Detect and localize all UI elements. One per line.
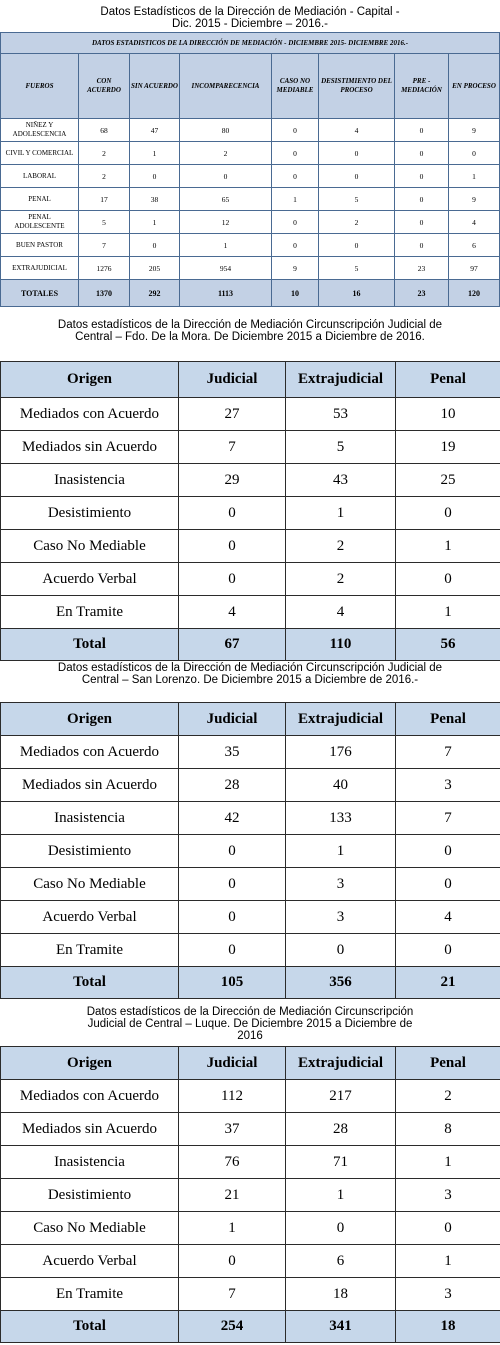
row-label-cell: PENAL <box>1 188 79 211</box>
row-label-cell: Inasistencia <box>1 464 179 497</box>
row-label-cell: Mediados con Acuerdo <box>1 736 179 769</box>
header-row <box>1 1047 500 1080</box>
total-cell: 341 <box>286 1311 396 1343</box>
value-cell: 5 <box>319 188 395 211</box>
value-cell: 1 <box>396 1245 500 1278</box>
value-cell: 5 <box>319 257 395 280</box>
value-cell: 0 <box>130 234 180 257</box>
value-cell: 40 <box>286 769 396 802</box>
value-cell: 35 <box>179 736 286 769</box>
value-cell: 0 <box>272 211 319 234</box>
total-cell: 18 <box>396 1311 500 1343</box>
table-row <box>1 1080 500 1113</box>
column-header: Origen <box>1 703 179 736</box>
value-cell: 5 <box>286 431 396 464</box>
header-row <box>1 54 500 119</box>
total-cell: 21 <box>396 967 500 999</box>
total-cell: Total <box>1 967 179 999</box>
value-cell: 0 <box>179 835 286 868</box>
row-label-cell: EXTRAJUDICIAL <box>1 257 79 280</box>
column-header: Judicial <box>179 703 286 736</box>
value-cell: 0 <box>319 234 395 257</box>
table-body <box>1 119 500 280</box>
value-cell: 0 <box>395 188 449 211</box>
value-cell: 7 <box>396 802 500 835</box>
column-header: Origen <box>1 362 179 398</box>
table-row <box>1 835 500 868</box>
value-cell: 2 <box>286 563 396 596</box>
column-header: CASO NO MEDIABLE <box>272 54 319 119</box>
table-body <box>1 398 500 629</box>
value-cell: 42 <box>179 802 286 835</box>
total-cell: 356 <box>286 967 396 999</box>
row-label-cell: Acuerdo Verbal <box>1 901 179 934</box>
value-cell: 176 <box>286 736 396 769</box>
row-label-cell: Caso No Mediable <box>1 530 179 563</box>
value-cell: 27 <box>179 398 286 431</box>
value-cell: 10 <box>396 398 500 431</box>
value-cell: 0 <box>395 119 449 142</box>
total-cell: 1370 <box>79 280 130 307</box>
row-label-cell: Desistimiento <box>1 835 179 868</box>
totals-row <box>1 280 500 307</box>
value-cell: 0 <box>272 142 319 165</box>
column-header: INCOMPARECENCIA <box>180 54 272 119</box>
value-cell: 0 <box>319 142 395 165</box>
value-cell: 1 <box>130 211 180 234</box>
row-label-cell: Mediados con Acuerdo <box>1 1080 179 1113</box>
row-label-cell: Mediados sin Acuerdo <box>1 431 179 464</box>
value-cell: 0 <box>395 234 449 257</box>
value-cell: 29 <box>179 464 286 497</box>
value-cell: 2 <box>79 165 130 188</box>
value-cell: 3 <box>396 1179 500 1212</box>
value-cell: 65 <box>180 188 272 211</box>
table-row <box>1 530 500 563</box>
table-row <box>1 596 500 629</box>
value-cell: 1 <box>396 1146 500 1179</box>
value-cell: 0 <box>179 1245 286 1278</box>
value-cell: 5 <box>79 211 130 234</box>
section3-caption: Datos estadísticos de la Dirección de Mediación Circunscripción Judicial de Central – San Lorenzo. De Diciembre 2015 a Diciembre de 2016.- <box>57 662 443 686</box>
table-row <box>1 257 500 280</box>
value-cell: 133 <box>286 802 396 835</box>
value-cell: 19 <box>396 431 500 464</box>
value-cell: 1 <box>179 1212 286 1245</box>
value-cell: 1 <box>130 142 180 165</box>
value-cell: 3 <box>396 1278 500 1311</box>
section1-caption: Datos Estadísticos de la Dirección de Mediación - Capital - Dic. 2015 - Diciembre – 2016.- <box>100 6 400 30</box>
table-row <box>1 119 500 142</box>
value-cell: 0 <box>179 563 286 596</box>
value-cell: 6 <box>449 234 500 257</box>
table-row <box>1 769 500 802</box>
value-cell: 37 <box>179 1113 286 1146</box>
value-cell: 1 <box>272 188 319 211</box>
san-lorenzo-table <box>0 702 500 999</box>
capital-table <box>0 32 500 307</box>
row-label-cell: LABORAL <box>1 165 79 188</box>
row-label-cell: En Tramite <box>1 1278 179 1311</box>
value-cell: 0 <box>319 165 395 188</box>
value-cell: 112 <box>179 1080 286 1113</box>
value-cell: 4 <box>449 211 500 234</box>
value-cell: 47 <box>130 119 180 142</box>
value-cell: 2 <box>396 1080 500 1113</box>
value-cell: 43 <box>286 464 396 497</box>
row-label-cell: Mediados con Acuerdo <box>1 398 179 431</box>
value-cell: 205 <box>130 257 180 280</box>
table-row <box>1 1278 500 1311</box>
value-cell: 18 <box>286 1278 396 1311</box>
value-cell: 97 <box>449 257 500 280</box>
value-cell: 21 <box>179 1179 286 1212</box>
header-row <box>1 703 500 736</box>
table-row <box>1 188 500 211</box>
column-header: EN PROCESO <box>449 54 500 119</box>
table-row <box>1 431 500 464</box>
header-row <box>1 362 500 398</box>
value-cell: 2 <box>319 211 395 234</box>
value-cell: 0 <box>180 165 272 188</box>
fdo-de-la-mora-table <box>0 361 500 661</box>
total-cell: 105 <box>179 967 286 999</box>
total-cell: 110 <box>286 629 396 661</box>
value-cell: 0 <box>449 142 500 165</box>
value-cell: 3 <box>286 901 396 934</box>
row-label-cell: BUEN PASTOR <box>1 234 79 257</box>
total-cell: 23 <box>395 280 449 307</box>
value-cell: 25 <box>396 464 500 497</box>
column-header: Extrajudicial <box>286 1047 396 1080</box>
row-label-cell: Caso No Mediable <box>1 868 179 901</box>
table-row <box>1 165 500 188</box>
value-cell: 1276 <box>79 257 130 280</box>
value-cell: 0 <box>179 934 286 967</box>
value-cell: 23 <box>395 257 449 280</box>
table-row <box>1 142 500 165</box>
table-row <box>1 563 500 596</box>
row-label-cell: Desistimiento <box>1 1179 179 1212</box>
table-row <box>1 1146 500 1179</box>
column-header: PRE - MEDIACIÓN <box>395 54 449 119</box>
value-cell: 3 <box>396 769 500 802</box>
total-cell: 1113 <box>180 280 272 307</box>
table-row <box>1 464 500 497</box>
table-row <box>1 497 500 530</box>
value-cell: 954 <box>180 257 272 280</box>
value-cell: 2 <box>79 142 130 165</box>
value-cell: 6 <box>286 1245 396 1278</box>
value-cell: 1 <box>286 497 396 530</box>
column-header: Judicial <box>179 362 286 398</box>
value-cell: 0 <box>179 530 286 563</box>
table-row <box>1 398 500 431</box>
value-cell: 2 <box>180 142 272 165</box>
value-cell: 0 <box>179 868 286 901</box>
column-header: SIN ACUERDO <box>130 54 180 119</box>
table-row <box>1 1113 500 1146</box>
table-row <box>1 802 500 835</box>
value-cell: 9 <box>449 119 500 142</box>
row-label-cell: CIVIL Y COMERCIAL <box>1 142 79 165</box>
table-row <box>1 1212 500 1245</box>
value-cell: 0 <box>272 119 319 142</box>
totals-row <box>1 1311 500 1343</box>
value-cell: 0 <box>395 211 449 234</box>
value-cell: 7 <box>79 234 130 257</box>
table-banner: DATOS ESTADISTICOS DE LA DIRECCIÓN DE MEDIACIÓN - DICIEMBRE 2015- DICIEMBRE 2016.- <box>1 33 500 54</box>
row-label-cell: En Tramite <box>1 934 179 967</box>
column-header: Extrajudicial <box>286 362 396 398</box>
table-body <box>1 1080 500 1311</box>
value-cell: 0 <box>272 165 319 188</box>
value-cell: 0 <box>130 165 180 188</box>
value-cell: 3 <box>286 868 396 901</box>
table-row <box>1 868 500 901</box>
column-header: DESISTIMIENTO DEL PROCESO <box>319 54 395 119</box>
value-cell: 68 <box>79 119 130 142</box>
value-cell: 7 <box>179 1278 286 1311</box>
value-cell: 1 <box>286 1179 396 1212</box>
total-cell: TOTALES <box>1 280 79 307</box>
value-cell: 8 <box>396 1113 500 1146</box>
value-cell: 0 <box>396 934 500 967</box>
row-label-cell: En Tramite <box>1 596 179 629</box>
column-header: CON ACUERDO <box>79 54 130 119</box>
column-header: Origen <box>1 1047 179 1080</box>
value-cell: 0 <box>286 934 396 967</box>
value-cell: 9 <box>272 257 319 280</box>
total-cell: 16 <box>319 280 395 307</box>
section2-caption: Datos estadísticos de la Dirección de Mediación Circunscripción Judicial de Central – Fdo. De la Mora. De Diciembre 2015 a Diciembre de 2016. <box>57 319 443 343</box>
value-cell: 1 <box>286 835 396 868</box>
value-cell: 0 <box>395 142 449 165</box>
row-label-cell: Inasistencia <box>1 1146 179 1179</box>
table-row <box>1 901 500 934</box>
value-cell: 217 <box>286 1080 396 1113</box>
column-header: Penal <box>396 703 500 736</box>
table-row <box>1 1245 500 1278</box>
totals-row <box>1 629 500 661</box>
section4-caption: Datos estadísticos de la Dirección de Mediación Circunscripción Judicial de Central – Luque. De Diciembre 2015 a Diciembre de 2016 <box>86 1006 414 1042</box>
value-cell: 0 <box>179 901 286 934</box>
value-cell: 0 <box>272 234 319 257</box>
value-cell: 4 <box>396 901 500 934</box>
value-cell: 28 <box>179 769 286 802</box>
value-cell: 2 <box>286 530 396 563</box>
total-cell: 56 <box>396 629 500 661</box>
table-body <box>1 736 500 967</box>
value-cell: 80 <box>180 119 272 142</box>
row-label-cell: Acuerdo Verbal <box>1 1245 179 1278</box>
table-row <box>1 211 500 234</box>
column-header: Extrajudicial <box>286 703 396 736</box>
totals-row <box>1 967 500 999</box>
total-cell: 67 <box>179 629 286 661</box>
value-cell: 0 <box>395 165 449 188</box>
column-header: Penal <box>396 362 500 398</box>
value-cell: 1 <box>396 530 500 563</box>
table-row <box>1 736 500 769</box>
row-label-cell: Mediados sin Acuerdo <box>1 1113 179 1146</box>
value-cell: 4 <box>286 596 396 629</box>
row-label-cell: Mediados sin Acuerdo <box>1 769 179 802</box>
value-cell: 1 <box>449 165 500 188</box>
table-row <box>1 1179 500 1212</box>
total-cell: Total <box>1 629 179 661</box>
luque-table <box>0 1046 500 1343</box>
row-label-cell: Acuerdo Verbal <box>1 563 179 596</box>
table-row <box>1 234 500 257</box>
value-cell: 4 <box>319 119 395 142</box>
table-row <box>1 934 500 967</box>
row-label-cell: Desistimiento <box>1 497 179 530</box>
value-cell: 12 <box>180 211 272 234</box>
total-cell: 254 <box>179 1311 286 1343</box>
total-cell: Total <box>1 1311 179 1343</box>
value-cell: 7 <box>179 431 286 464</box>
value-cell: 0 <box>396 1212 500 1245</box>
value-cell: 53 <box>286 398 396 431</box>
value-cell: 0 <box>396 835 500 868</box>
row-label-cell: Inasistencia <box>1 802 179 835</box>
value-cell: 0 <box>396 497 500 530</box>
value-cell: 1 <box>396 596 500 629</box>
value-cell: 71 <box>286 1146 396 1179</box>
total-cell: 10 <box>272 280 319 307</box>
value-cell: 38 <box>130 188 180 211</box>
value-cell: 9 <box>449 188 500 211</box>
value-cell: 0 <box>286 1212 396 1245</box>
value-cell: 17 <box>79 188 130 211</box>
row-label-cell: PENAL ADOLESCENTE <box>1 211 79 234</box>
value-cell: 4 <box>179 596 286 629</box>
total-cell: 120 <box>449 280 500 307</box>
column-header: FUEROS <box>1 54 79 119</box>
value-cell: 0 <box>179 497 286 530</box>
row-label-cell: Caso No Mediable <box>1 1212 179 1245</box>
value-cell: 76 <box>179 1146 286 1179</box>
column-header: Penal <box>396 1047 500 1080</box>
row-label-cell: NIÑEZ Y ADOLESCENCIA <box>1 119 79 142</box>
value-cell: 1 <box>180 234 272 257</box>
total-cell: 292 <box>130 280 180 307</box>
value-cell: 0 <box>396 868 500 901</box>
value-cell: 28 <box>286 1113 396 1146</box>
value-cell: 7 <box>396 736 500 769</box>
value-cell: 0 <box>396 563 500 596</box>
column-header: Judicial <box>179 1047 286 1080</box>
